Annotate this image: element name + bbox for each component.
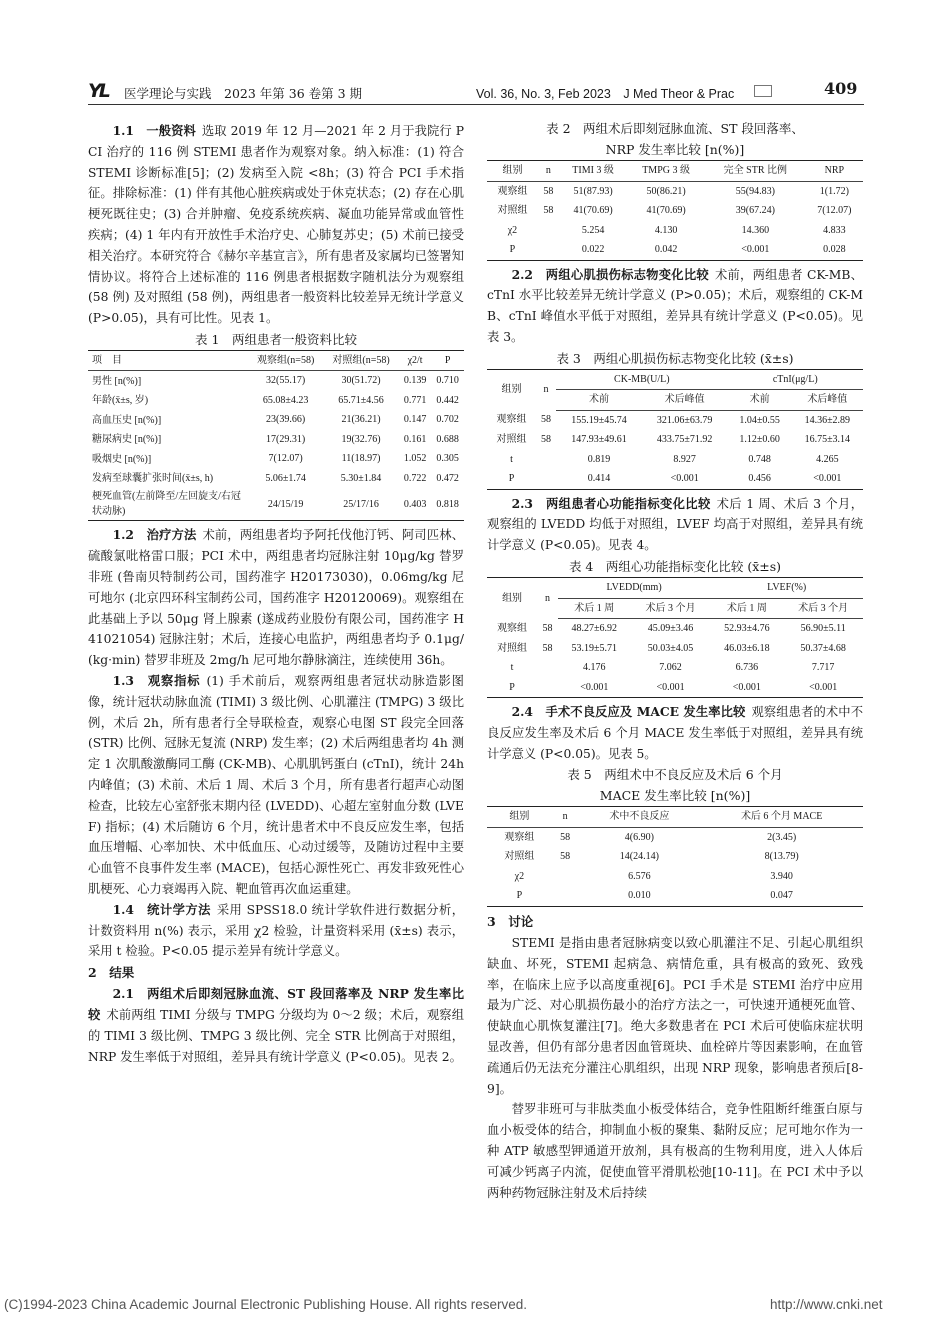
table2-caption-line1: 表 2 两组术后即刻冠脉血流、ST 段回落率、 bbox=[546, 121, 804, 136]
table5-header-cell: 术后 6 个月 MACE bbox=[700, 807, 863, 828]
t3-h-group: 组别 bbox=[501, 384, 522, 396]
section-3-title: 3 讨论 bbox=[487, 913, 534, 929]
table-cell bbox=[538, 221, 559, 241]
section-2-title: 2 结果 bbox=[88, 965, 135, 981]
table-cell: 58 bbox=[560, 831, 571, 843]
table2-header-cell: 组别 bbox=[487, 161, 538, 182]
table-cell: 观察组 bbox=[497, 185, 528, 197]
table-cell: 男性 [n(%)] bbox=[92, 375, 142, 387]
t4-h-1w-2: 术后 1 周 bbox=[710, 598, 783, 619]
section-1-2-text: 术前，两组患者均予阿托伐他汀钙、阿司匹林、硫酸氯吡格雷口服；PCI 术中，两组患者均冠脉注射 10μg/kg 替罗非班 (鲁南贝特制药公司，国药准字 H20173030)，0.06mg/kg 尼可地尔 (北京四环科宝制药公司，国药准字 H20120069)。观察组在此基础上予以 50μg 肾上腺素 (遂成药业股份有限公司，国药准字 H41021054) 冠脉注射；术后，连接心电监护，两组患者均予 0.1μg/(kg·min) 替罗非班及 2mg/h 尼可地尔静脉滴注，连续使用 36h。 bbox=[88, 528, 464, 668]
table-cell: 对照组 bbox=[497, 205, 528, 216]
table-cell: 1(1.72) bbox=[819, 185, 849, 197]
table-row bbox=[487, 221, 863, 241]
section-1-4 bbox=[88, 900, 464, 962]
t4-h-lvef: LVEF(%) bbox=[710, 578, 863, 599]
table-cell: 对照组 bbox=[504, 851, 535, 863]
table-cell: 32(55.17) bbox=[266, 375, 306, 387]
table-cell: 0.442 bbox=[436, 394, 459, 406]
table-cell: 24/15/19 bbox=[267, 498, 304, 510]
table-cell: 14.36±2.89 bbox=[804, 414, 851, 426]
table-cell: 5.254 bbox=[581, 224, 605, 236]
table-cell: 0.147 bbox=[403, 414, 427, 426]
table-row bbox=[487, 181, 863, 201]
table-cell: 25/17/16 bbox=[343, 498, 379, 510]
table-cell: 0.456 bbox=[748, 473, 771, 485]
table-cell bbox=[538, 240, 559, 260]
table-cell: 4.265 bbox=[816, 453, 839, 465]
section-2-3-title: 2.3 两组患者心功能指标变化比较 bbox=[511, 495, 711, 511]
section-2-3 bbox=[487, 494, 863, 556]
header-box-decoration bbox=[754, 85, 772, 97]
table-cell: 7(12.07) bbox=[268, 453, 303, 465]
table-cell: <0.001 bbox=[809, 681, 838, 693]
table-cell: 0.042 bbox=[654, 244, 678, 255]
table-row bbox=[88, 449, 464, 469]
table-cell: 30(51.72) bbox=[341, 375, 381, 387]
t3-h-ckmb: CK-MB(U/L) bbox=[556, 369, 727, 390]
table-cell: 0.472 bbox=[436, 472, 459, 484]
table-cell: 58 bbox=[560, 851, 571, 863]
table-cell: 58 bbox=[542, 622, 553, 634]
section-2-2-text: 术前，两组患者 CK-MB、cTnI 水平比较差异无统计学意义 (P>0.05)；术后，观察组的 CK-MB、cTnI 峰值水平低于对照组，差异具有统计学意义 (P<0.05)。见表 3。 bbox=[487, 267, 863, 344]
section-1-2 bbox=[88, 525, 464, 671]
journal-logo: YL bbox=[88, 80, 108, 102]
table-cell: 17(29.31) bbox=[266, 433, 306, 445]
table-cell: <0.001 bbox=[813, 473, 842, 485]
journal-title-en: Vol. 36, No. 3, Feb 2023 J Med Theor & Prac bbox=[476, 87, 735, 101]
t3-h-pre-1: 术前 bbox=[556, 390, 642, 411]
table-cell: 65.08±4.23 bbox=[262, 394, 309, 406]
table-cell: 0.702 bbox=[436, 414, 459, 426]
table-cell: 8.927 bbox=[673, 453, 696, 465]
table2-header-cell: NRP bbox=[806, 161, 863, 182]
table-cell: 0.010 bbox=[628, 890, 651, 902]
table-cell: 8(13.79) bbox=[764, 851, 799, 863]
table-cell: P bbox=[516, 890, 523, 902]
table-row bbox=[487, 639, 863, 659]
table-cell: 0.022 bbox=[581, 244, 605, 255]
table-cell: 4.833 bbox=[823, 224, 846, 236]
section-1-1-title: 1.1 一般资料 bbox=[112, 123, 196, 138]
footer-site: http://www.cnki.net bbox=[770, 1297, 883, 1312]
table-cell: 41(70.69) bbox=[646, 205, 686, 216]
table1-header-cell: 项 目 bbox=[88, 350, 248, 371]
table-cell: 14(24.14) bbox=[619, 851, 659, 863]
table-cell: 0.722 bbox=[403, 472, 427, 484]
table-row bbox=[487, 469, 863, 489]
table-cell: 6.736 bbox=[735, 662, 759, 674]
table-row bbox=[487, 240, 863, 260]
table5-header-cell: 组别 bbox=[487, 807, 552, 828]
table-cell: 58 bbox=[542, 642, 553, 654]
table-cell: 50.03±4.05 bbox=[647, 642, 694, 654]
table-cell: 0.403 bbox=[403, 498, 427, 510]
table3-caption: 表 3 两组心肌损伤标志物变化比较 (x̄±s) bbox=[556, 350, 794, 366]
table-cell: 5.30±1.84 bbox=[340, 472, 382, 484]
table5 bbox=[487, 806, 863, 907]
t4-h-1w-1: 术后 1 周 bbox=[558, 598, 631, 619]
table-row bbox=[487, 867, 863, 887]
table-cell: 0.047 bbox=[770, 890, 793, 902]
table4 bbox=[487, 577, 863, 698]
section-1-1 bbox=[88, 121, 464, 329]
t4-h-lvedd: LVEDD(mm) bbox=[558, 578, 711, 599]
table-cell: 50.37±4.68 bbox=[800, 642, 846, 654]
table-cell: P bbox=[509, 244, 516, 255]
table-row bbox=[487, 450, 863, 470]
table-row bbox=[487, 886, 863, 906]
table-row bbox=[487, 827, 863, 847]
table5-header-cell: 术中不良反应 bbox=[578, 807, 700, 828]
table1-header-cell: 对照组(n=58) bbox=[323, 350, 398, 371]
table-cell: 0.688 bbox=[436, 433, 459, 445]
table-cell: 21(36.21) bbox=[341, 414, 381, 426]
table-cell: 19(32.76) bbox=[341, 433, 381, 445]
table-cell: 39(67.24) bbox=[735, 205, 775, 216]
table-cell: 7(12.07) bbox=[817, 205, 852, 216]
page-number: 409 bbox=[824, 79, 858, 98]
table-cell: 65.71±4.56 bbox=[338, 394, 384, 406]
table-cell: 16.75±3.14 bbox=[804, 434, 851, 446]
table-cell: 45.09±3.46 bbox=[647, 623, 694, 635]
table-cell: 5.06±1.74 bbox=[265, 472, 306, 484]
t3-h-peak-2: 术后峰值 bbox=[792, 390, 863, 411]
table-cell: P bbox=[509, 681, 515, 693]
table-cell: 4.176 bbox=[583, 662, 606, 674]
table-cell bbox=[536, 450, 556, 470]
table5-caption-line2: MACE 发生率比较 [n(%)] bbox=[599, 788, 751, 804]
table2-header-cell: TMPG 3 级 bbox=[627, 161, 705, 182]
table-row bbox=[487, 658, 863, 678]
t4-h-group: 组别 bbox=[502, 592, 523, 604]
table-cell: 4.130 bbox=[654, 224, 678, 236]
table-cell: t bbox=[510, 662, 514, 674]
table-row bbox=[487, 430, 863, 450]
table-row bbox=[487, 847, 863, 867]
table-row bbox=[88, 488, 464, 521]
table-row bbox=[487, 201, 863, 221]
section-1-3-title: 1.3 观察指标 bbox=[112, 673, 201, 689]
t3-h-n: n bbox=[543, 384, 549, 396]
table-cell: 观察组 bbox=[496, 414, 527, 426]
table-cell bbox=[537, 678, 558, 698]
table-cell: 对照组 bbox=[496, 434, 527, 446]
table-cell: 58 bbox=[543, 185, 554, 197]
table5-header-cell: n bbox=[552, 807, 579, 828]
table-cell: 58 bbox=[543, 205, 554, 216]
table-cell: 0.161 bbox=[403, 433, 427, 445]
table-row bbox=[88, 430, 464, 450]
t4-h-n: n bbox=[544, 592, 550, 604]
table-cell: 0.414 bbox=[587, 473, 611, 485]
table-cell: 56.90±5.11 bbox=[800, 623, 846, 635]
table-cell: 高血压史 [n(%)] bbox=[92, 414, 162, 426]
table-row bbox=[88, 469, 464, 489]
table-cell: <0.001 bbox=[580, 681, 609, 693]
table-cell: 155.19±45.74 bbox=[571, 414, 627, 426]
table-cell: <0.001 bbox=[741, 244, 770, 255]
section-1-3 bbox=[88, 671, 464, 900]
section-2-4-text: 观察组患者的术中不良反应发生率及术后 6 个月 MACE 发生率低于对照组，差异具有统计学意义 (P<0.05)。见表 5。 bbox=[487, 705, 863, 761]
header-rule bbox=[88, 104, 864, 105]
table-cell: 433.75±71.92 bbox=[656, 434, 713, 446]
table-cell: 58 bbox=[541, 434, 552, 446]
section-2-2-title: 2.2 两组心肌损伤标志物变化比较 bbox=[511, 266, 709, 282]
table-cell: χ2 bbox=[507, 224, 518, 236]
section-1-1-text: 选取 2019 年 12 月—2021 年 2 月于我院行 PCI 治疗的 116 例 STEMI 患者作为观察对象。纳入标准：(1) 符合 STEMI 诊断标准[5]；(2) 发病至入院 <8h；(3) 符合 PCI 手术指征。排除标准：(1) 伴有其他心脏疾病或处于休克状态；(2) 存在心肌梗死既往史；(3) 合并肿瘤、免疫系统疾病、凝血功能异常或血管性疾病；(4) 1 年内有开放性手术治疗史、心肺复苏史；(5) 术前已接受相关治疗。本研究符合《赫尔辛基宣言》，所有患者及家属均已签署知情协议。将符合上述标准的 116 例患者根据数字随机法分为观察组 (58 例) 及对照组 (58 例)，两组患者一般资料比较差异无统计学意义 (P>0.05)，具有可比性。见表 1。 bbox=[88, 124, 464, 326]
table-cell: 0.819 bbox=[587, 453, 611, 465]
table-cell: 147.93±49.61 bbox=[571, 434, 627, 446]
table-cell: 1.052 bbox=[403, 453, 427, 465]
table-cell: 6.576 bbox=[628, 870, 651, 882]
table-cell: 0.748 bbox=[748, 453, 771, 465]
table-row bbox=[88, 410, 464, 430]
table-cell: χ2 bbox=[514, 870, 525, 882]
table-cell: 年龄(x̄±s, 岁) bbox=[92, 395, 149, 407]
table-cell: 0.771 bbox=[403, 394, 427, 406]
section-2-4 bbox=[487, 702, 863, 764]
t3-h-pre-2: 术前 bbox=[728, 390, 792, 411]
table-cell: 0.028 bbox=[823, 244, 846, 255]
section-2-3-text: 术后 1 周、术后 3 个月，观察组的 LVEDD 均低于对照组，LVEF 均高于对照组，差异具有统计学意义 (P<0.05)。见表 4。 bbox=[487, 496, 863, 553]
section-3-para2: 替罗非班可与非肽类血小板受体结合，竞争性阻断纤维蛋白原与血小板受体的结合，抑制血小板的聚集、黏附反应；尼可地尔作为一种 ATP 敏感型钾通道开放剂，具有极高的生物利用度，进入人体后可减少钙离子内流，促使血管平滑肌松弛[10-11]。在 PCI 术中予以两种药物冠脉注射及术后持续 bbox=[487, 1102, 863, 1200]
section-1-2-title: 1.2 治疗方法 bbox=[112, 527, 197, 543]
table4-caption: 表 4 两组心功能指标变化比较 (x̄±s) bbox=[568, 559, 782, 575]
table5-caption-line1: 表 5 两组术中不良反应及术后 6 个月 bbox=[567, 767, 783, 783]
section-3-para1: STEMI 是指由患者冠脉病变以致心肌灌注不足、引起心肌组织缺血、坏死，STEMI 起病急、病情危重，具有极高的致死、致残率，在临床上应予以高度重视[6]。PCI 手术是 STEMI 治疗中应用最为广泛、对心肌损伤最小的治疗方法之一，可快速开通梗死血管、使缺血心肌恢复灌注[7]。绝大多数患者在 PCI 术后可使临床症状明显改善，但仍有部分患者因血管斑块、血栓碎片等因素影响，在血管疏通后仍无法充分灌注心肌组织，出现 NRP 现象，影响患者预后[8-9]。 bbox=[487, 935, 863, 1096]
table-cell: 14.360 bbox=[741, 224, 770, 236]
running-header bbox=[0, 76, 950, 106]
table-cell: 1.04±0.55 bbox=[739, 414, 780, 426]
table-row bbox=[487, 410, 863, 430]
table-row bbox=[88, 391, 464, 411]
table-cell: 发病至球囊扩张时间(x̄±s, h) bbox=[92, 473, 214, 485]
table-cell: <0.001 bbox=[670, 473, 699, 485]
table-cell: 58 bbox=[541, 414, 552, 426]
table-cell: 观察组 bbox=[497, 622, 528, 634]
table-cell: 321.06±63.79 bbox=[656, 414, 713, 426]
table-cell: 51(87.93) bbox=[573, 185, 613, 197]
table-cell bbox=[537, 658, 558, 678]
table-cell: 50(86.21) bbox=[646, 185, 686, 197]
table-cell: 吸烟史 [n(%)] bbox=[92, 453, 152, 465]
t3-h-ctni: cTnI(μg/L) bbox=[728, 369, 863, 390]
t3-h-peak-1: 术后峰值 bbox=[642, 390, 728, 411]
left-column bbox=[88, 121, 464, 1067]
table2-header-cell: n bbox=[538, 161, 559, 182]
table-cell: 2(3.45) bbox=[767, 831, 797, 843]
t4-h-3m-2: 术后 3 个月 bbox=[783, 598, 863, 619]
table2-header-cell: TIMI 3 级 bbox=[559, 161, 627, 182]
table1-header-cell: χ2/t bbox=[399, 350, 432, 371]
table-cell: 梗死血管(左前降至/左回旋支/右冠状动脉) bbox=[92, 491, 241, 518]
table-cell: 7.717 bbox=[811, 662, 835, 674]
copyright-notice: (C)1994-2023 China Academic Journal Electronic Publishing House. All rights reserved. bbox=[4, 1297, 528, 1312]
table-cell: 0.818 bbox=[436, 498, 459, 510]
table-cell: 11(18.97) bbox=[341, 453, 381, 465]
table-cell: 23(39.66) bbox=[266, 414, 306, 426]
table-cell: 糖尿病史 [n(%)] bbox=[92, 434, 162, 446]
table-cell: 0.305 bbox=[436, 453, 459, 465]
table1 bbox=[88, 350, 464, 522]
table-cell: 52.93±4.76 bbox=[724, 623, 770, 635]
table2-caption-line2: NRP 发生率比较 [n(%)] bbox=[605, 142, 745, 157]
right-column bbox=[487, 118, 863, 1203]
section-2-4-title: 2.4 手术不良反应及 MACE 发生率比较 bbox=[511, 704, 746, 720]
table-cell: 48.27±6.92 bbox=[571, 623, 617, 635]
section-2-1-title: 2.1 两组术后即刻冠脉血流、ST 段回落率及 NRP 发生率比较 bbox=[88, 986, 464, 1022]
table-cell: t bbox=[510, 453, 513, 465]
section-2-1-text: 术前两组 TIMI 分级与 TMPG 分级均为 0～2 级；术后，观察组的 TIMI 3 级比例、TMPG 3 级比例、完全 STR 比例高于对照组，NRP 发生率低于对照组，差异具有统计学意义 (P<0.05)。见表 2。 bbox=[88, 1008, 464, 1064]
table-cell: 1.12±0.60 bbox=[739, 434, 780, 446]
table-cell: 55(94.83) bbox=[735, 185, 775, 197]
table1-header-cell: 观察组(n=58) bbox=[248, 350, 323, 371]
t4-h-3m-1: 术后 3 个月 bbox=[631, 598, 711, 619]
table-cell: P bbox=[508, 473, 515, 485]
table-cell: 0.139 bbox=[403, 375, 427, 387]
table-row bbox=[487, 619, 863, 639]
table-cell bbox=[536, 469, 556, 489]
section-1-4-text: 采用 SPSS18.0 统计学软件进行数据分析，计数资料用 n(%) 表示，采用 χ2 检验，计量资料采用 (x̄±s) 表示，采用 t 检验。P<0.05 提示差异有统计学意义。 bbox=[88, 902, 464, 959]
table-cell: <0.001 bbox=[732, 681, 761, 693]
table-cell: 0.710 bbox=[436, 375, 459, 387]
table-cell: 7.062 bbox=[659, 662, 682, 674]
table2 bbox=[487, 160, 863, 261]
table-cell: 4(6.90) bbox=[624, 831, 654, 843]
section-1-4-title: 1.4 统计学方法 bbox=[112, 901, 211, 917]
table3 bbox=[487, 369, 863, 490]
table-cell: 对照组 bbox=[497, 642, 528, 654]
table-cell: 53.19±5.71 bbox=[571, 642, 617, 654]
journal-title-cn: 医学理论与实践 2023 年第 36 卷第 3 期 bbox=[124, 86, 363, 101]
section-2-2 bbox=[487, 265, 863, 348]
section-1-3-text: (1) 手术前后，观察两组患者冠状动脉造影图像，统计冠状动脉血流 (TIMI) 3 级比例、心肌灌注 (TMPG) 3 级比例，术后 2h，所有患者行全导联检查，观察心电图 ST 段完全回落 (STR) 比例、冠脉无复流 (NRP) 发生率；(2) 术后两组患者均 4h 测定 1 次肌酸激酶同工酶 (CK-MB)、心肌肌钙蛋白 (cTnI)，统计 24h 内峰值；(3) 术前、术后 1 周、术后 3 个月，所有患者行超声心动图检查，比较左心室舒张末期内径 (LVEDD)、心超左室射血分数 (LVEF) 指标；(4) 术后随访 6 个月，统计患者术中不良反应发生率，包括血压增幅、心率加快、术中低血压、心动过缓等，及随访过程中主要心血管不良事件发生率 (MACE)，包括心源性死亡、再发非致死性心肌梗死、心力衰竭再入院、靶血管再次血运重建。 bbox=[88, 674, 464, 897]
table-row bbox=[88, 371, 464, 391]
table-cell: 观察组 bbox=[504, 831, 535, 843]
table-cell: <0.001 bbox=[656, 681, 685, 693]
table-cell bbox=[552, 867, 579, 887]
table2-header-cell: 完全 STR 比例 bbox=[705, 161, 806, 182]
table-cell bbox=[552, 886, 579, 906]
table1-caption: 表 1 两组患者一般资料比较 bbox=[195, 331, 357, 347]
section-2-1 bbox=[88, 984, 464, 1067]
table1-header-cell: P bbox=[431, 350, 464, 371]
table-row bbox=[487, 678, 863, 698]
table-cell: 46.03±6.18 bbox=[724, 642, 770, 654]
table-cell: 3.940 bbox=[770, 870, 793, 882]
table-cell: 41(70.69) bbox=[573, 205, 613, 216]
